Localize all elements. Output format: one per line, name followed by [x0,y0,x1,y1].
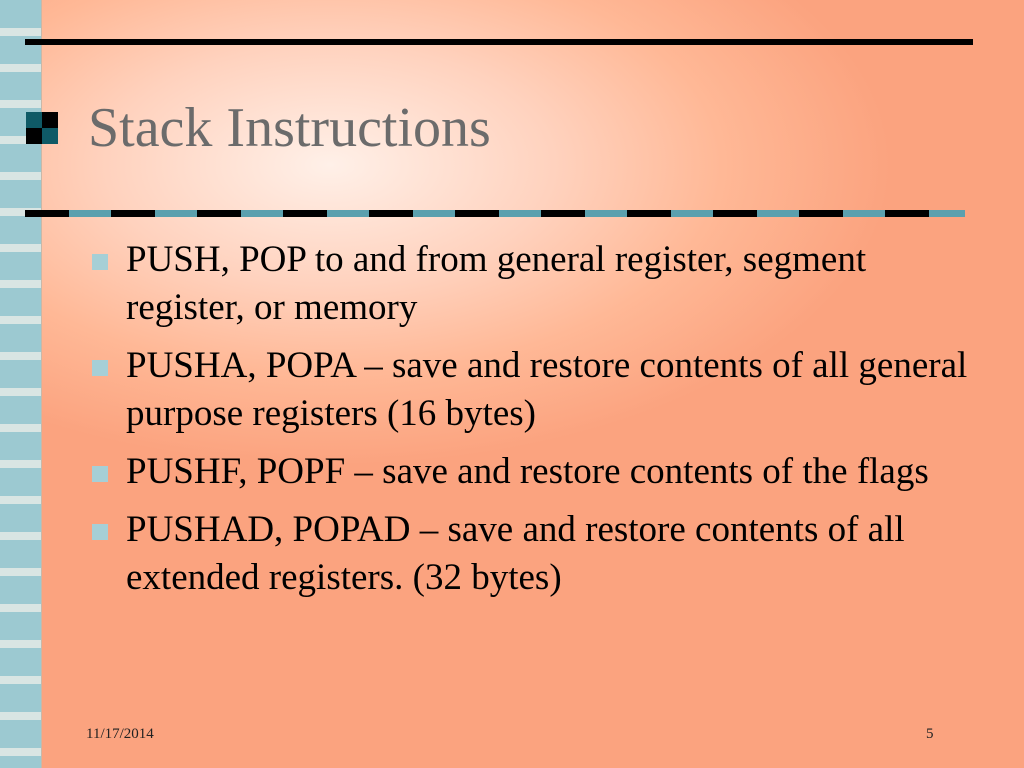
square-bullet-icon [92,524,108,540]
bullet-text: PUSHF, POPF – save and restore contents of the flags [126,451,929,492]
slide-title: Stack Instructions [88,97,491,159]
title-divider [25,210,965,217]
bullet-item [92,448,972,496]
footer-date: 11/17/2014 [86,726,154,742]
bullet-item [92,506,972,602]
bullet-text: PUSH, POP to and from general register, segment register, or memory [126,239,867,328]
square-bullet-icon [92,254,108,270]
bullet-item [92,342,972,438]
bullet-list [92,236,972,612]
top-rule [25,39,973,45]
bullet-text: PUSHAD, POPAD – save and restore contents of all extended registers. (32 bytes) [126,509,905,598]
bullet-item [92,236,972,332]
bullet-text: PUSHA, POPA – save and restore contents of all general purpose registers (16 bytes) [126,345,968,434]
page-number: 5 [926,726,934,742]
square-bullet-icon [92,466,108,482]
checkered-square-icon [26,112,58,144]
square-bullet-icon [92,360,108,376]
